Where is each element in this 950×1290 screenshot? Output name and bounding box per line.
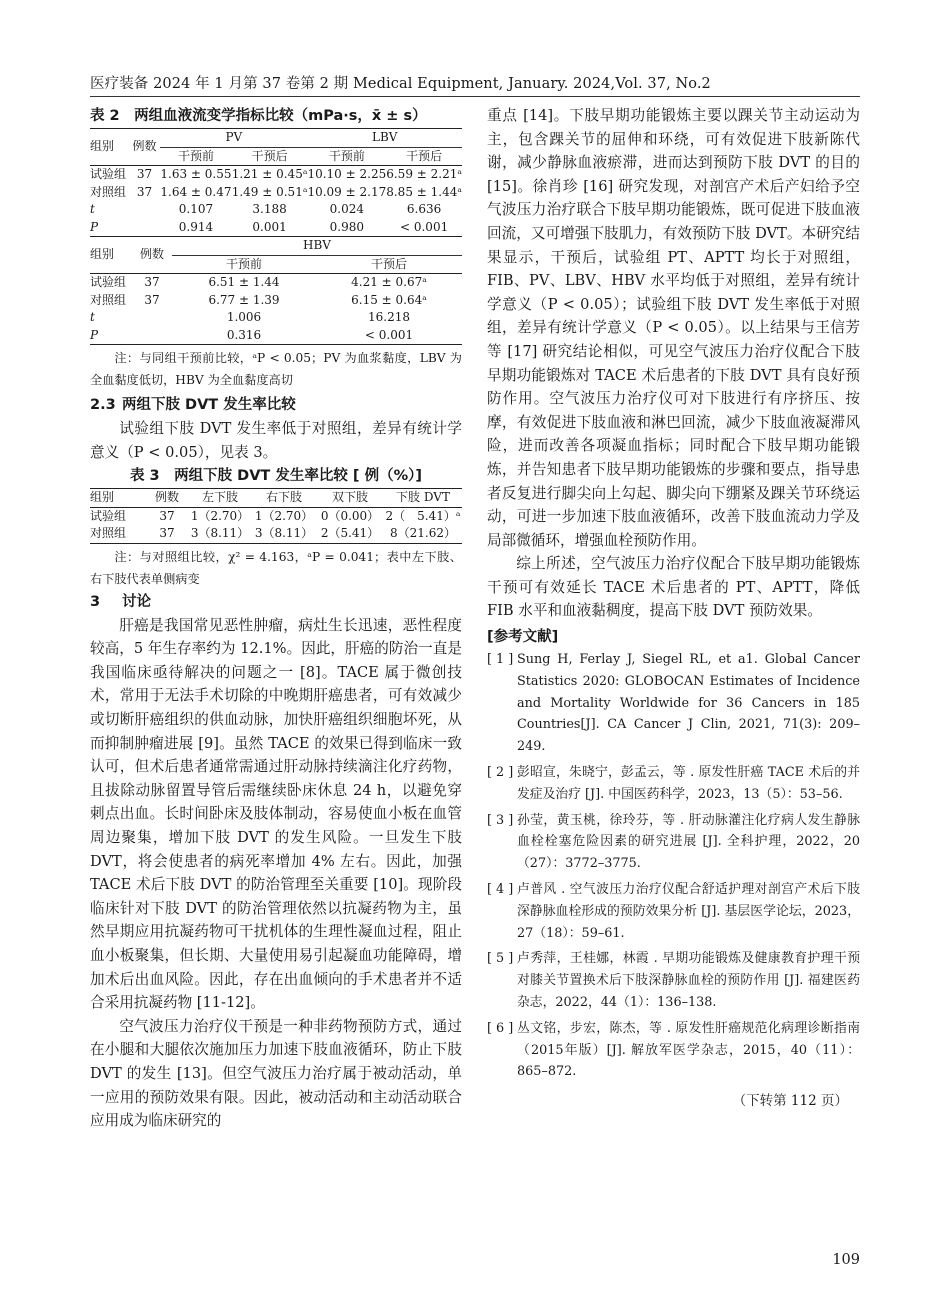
t2-h-post: 干预后 — [251, 148, 288, 163]
section-2-3-text: 试验组下肢 DVT 发生率低于对照组，差异有统计学意义（P < 0.05），见表 3。 — [90, 420, 462, 461]
right-column — [487, 104, 860, 1109]
cell: 0（0.00） — [320, 508, 380, 523]
table2-part1 — [90, 128, 462, 237]
reference-text: 卢秀萍，王桂娜，林霞 . 早期功能锻炼及健康教育护理干预对膝关节置换术后下肢深静脉血栓的预防作用 [J]. 福建医药杂志，2022，44（1）：136–138. — [517, 951, 860, 1011]
t2-h-post: 干预后 — [406, 148, 443, 163]
cell: 10.10 ± 2.25 — [307, 167, 387, 181]
cell: 0.914 — [178, 219, 214, 234]
cell — [132, 309, 172, 327]
cell: 16.218 — [368, 310, 410, 324]
reference-number: [ 5 ] — [487, 951, 514, 967]
cell: 6.15 ± 0.64ᵃ — [351, 292, 427, 307]
table-row — [90, 219, 462, 237]
reference-item — [487, 879, 860, 944]
page-number: 109 — [832, 1252, 860, 1268]
cell: 0.980 — [329, 219, 365, 234]
table-row — [90, 507, 462, 525]
cell: 37 — [159, 526, 175, 541]
t3-header: 右下肢 — [265, 490, 302, 505]
cell: 对照组 — [90, 526, 127, 541]
reference-number: [ 1 ] — [487, 652, 514, 668]
cell: 3（8.11） — [190, 526, 250, 541]
table-row — [90, 292, 462, 310]
cell: 2（ 5.41）ᵃ — [385, 508, 461, 523]
cell: < 0.001 — [364, 327, 414, 342]
cell: 37 — [144, 275, 160, 289]
cell: 1.63 ± 0.55 — [160, 167, 232, 181]
cell: 0.001 — [252, 219, 287, 234]
cell: 10.09 ± 2.17 — [307, 184, 387, 199]
reference-text: 卢普风 . 空气波压力治疗仪配合舒适护理对剖宫产术后下肢深静脉血栓形成的预防效果分析 [J]. 基层医学论坛，2023，27（18）：59–61. — [517, 882, 860, 941]
t2-h-pre: 干预前 — [177, 148, 214, 163]
continued-on-note: （下转第 112 页） — [732, 1093, 848, 1110]
cell: 对照组 — [90, 292, 127, 307]
cell: 试验组 — [90, 167, 127, 181]
table3-note: 注：与对照组比较，χ² = 4.163，ᵃP = 0.041；表中左下肢、右下肢代表单侧病变 — [90, 549, 462, 586]
reference-number: [ 3 ] — [487, 812, 514, 828]
reference-text: Sung H, Ferlay J, Siegel RL, et a1. Global Cancer Statistics 2020: GLOBOCAN Estimates of Incidence and Mortality Worldwide for 36 Cancers in 185 Countries[J]. CA Cancer J Clin, 2021, 71(3): 209–249. — [517, 652, 860, 755]
cell: 试验组 — [90, 275, 127, 289]
cell: 8（21.62） — [390, 526, 456, 541]
cell: 8.85 ± 1.44ᵃ — [386, 184, 462, 199]
section-3-heading — [90, 590, 462, 614]
cell: 6.51 ± 1.44 — [208, 275, 280, 289]
t2-h-post: 干预后 — [370, 256, 407, 271]
running-header: 医疗装备 2024 年 1 月第 37 卷第 2 期 Medical Equipment, January. 2024,Vol. 37, No.2 — [90, 76, 711, 92]
cell: 1.21 ± 0.45ᵃ — [231, 167, 308, 181]
cell: 0.316 — [226, 327, 262, 342]
t2-h-pre: 干预前 — [328, 148, 365, 163]
cell: 1.49 ± 0.51ᵃ — [231, 184, 308, 199]
reference-item — [487, 1018, 860, 1083]
reference-item — [487, 810, 860, 875]
t2-h-lbv: LBV — [307, 129, 462, 148]
reference-text: 丛文铭，步宏，陈杰，等 . 原发性肝癌规范化病理诊断指南（2015年版）[J]. 解放军医学杂志，2015，40（11）：865–872. — [517, 1020, 860, 1080]
cell: 3.188 — [252, 202, 287, 216]
reference-item — [487, 948, 860, 1013]
header-rule — [90, 96, 860, 97]
table2-caption: 表 2 两组血液流变学指标比较（mPa·s，x̄ ± s） — [90, 108, 427, 124]
cell: 6.59 ± 2.21ᵃ — [386, 167, 462, 181]
cell: t — [90, 202, 95, 216]
t3-header: 双下肢 — [331, 490, 368, 505]
table-row — [90, 327, 462, 345]
reference-number: [ 6 ] — [487, 1020, 514, 1036]
cell: 37 — [136, 167, 153, 181]
paragraph: 重点 [14]。下肢早期功能锻炼主要以踝关节主动运动为主，包含踝关节的屈伸和环绕，可有效促进下肢新陈代谢，减少静脉血液瘀滞，进而达到预防下肢 DVT 的目的 [15]。徐肖珍 [16] 研究发现，对剖宫产术后产妇给予空气波压力治疗联合下肢早期功能锻炼，既可促进下肢血液回流，又可增强下肢肌力，有效预防下肢 DVT。本研究结果显示，干预后，试验组 PT、APTT 均长于对照组，FIB、PV、LBV、HBV 水平均低于对照组，差异有统计学意义（P < 0.05）；试验组下肢 DVT 发生率低于对照组，差异有统计学意义（P < 0.05）。以上结果与王信芳等 [17] 研究结论相似，可见空气波压力治疗仪配合下肢早期功能锻炼对 TACE 术后患者的下肢 DVT 具有良好预防作用。空气波压力治疗仪可对下肢进行有序挤压、按摩，有效促进下肢血液和淋巴回流，减少下肢血液凝滞风险，进而改善各项凝血指标；同时配合下肢早期功能锻炼，并告知患者下肢早期功能锻炼的步骤和要点，指导患者反复进行脚尖向上勾起、脚尖向下绷紧及踝关节环绕运动，可进一步加速下肢血液循环，改善下肢血流动力学及局部微循环，增强血栓预防作用。 — [487, 107, 860, 549]
section-title: 两组下肢 DVT 发生率比较 — [122, 397, 296, 413]
t3-header: 例数 — [154, 490, 179, 505]
t2-h-hbv: HBV — [172, 237, 462, 255]
reference-item — [487, 762, 860, 806]
t3-header: 组别 — [90, 490, 115, 505]
cell: 4.21 ± 0.67ᵃ — [351, 275, 427, 289]
t2-h-group: 组别 — [90, 129, 129, 166]
t2-h-group: 组别 — [90, 237, 132, 274]
cell: 1.64 ± 0.47 — [160, 184, 232, 199]
cell: 试验组 — [90, 508, 127, 523]
cell: 对照组 — [90, 184, 127, 199]
cell: < 0.001 — [399, 219, 449, 234]
cell — [132, 327, 172, 345]
table2-part2 — [90, 237, 462, 345]
table-row — [90, 309, 462, 327]
cell: 0.024 — [329, 202, 365, 216]
table2-note: 注：与同组干预前比较，ᵃP < 0.05；PV 为血浆黏度，LBV 为全血黏度低切，HBV 为全血黏度高切 — [90, 351, 462, 387]
paragraph: 肝癌是我国常见恶性肿瘤，病灶生长迅速，恶性程度较高，5 年生存率约为 12.1%。因此，肝癌的防治一直是我国临床亟待解决的问题之一 [8]。TACE 属于微创技术，常用于无法手术切除的中晚期肝癌患者，可有效减少或切断肝癌组织的供血动脉，加快肝癌组织细胞坏死，从而抑制肿瘤进展 [9]。虽然 TACE 的效果已得到临床一致认可，但术后患者通常需通过肝动脉持续滴注化疗药物，且拔除动脉留置导管后需继续卧床休息 24 h，以避免穿刺点出血。长时间卧床及肢体制动，容易使血小板在血管周边聚集，增加下肢 DVT 的发生风险。一旦发生下肢 DVT，将会使患者的病死率增加 4% 左右。因此，加强 TACE 术后下肢 DVT 的防治管理至关重要 [10]。现阶段临床针对下肢 DVT 的防治管理依然以抗凝药物为主，虽然早期应用抗凝药物可干扰机体的生理性凝血过程，阻止血小板聚集，但长期、大量使用易引起凝血功能障碍，增加术后出血风险。因此，存在出血倾向的手术患者并不适合采用抗凝药物 [11-12]。 — [90, 616, 462, 1012]
section-number: 3 — [90, 593, 101, 610]
section-number: 2.3 — [90, 397, 116, 413]
cell: 0.107 — [178, 202, 214, 216]
cell: 37 — [144, 292, 160, 307]
cell — [129, 201, 160, 219]
references-heading: [参考文献] — [487, 629, 559, 646]
cell: 37 — [136, 184, 153, 199]
cell: 6.77 ± 1.39 — [208, 292, 280, 307]
t3-header: 左下肢 — [201, 490, 238, 505]
t2-h-n: 例数 — [129, 129, 160, 166]
cell: 1（2.70） — [190, 508, 250, 523]
reference-number: [ 2 ] — [487, 765, 514, 781]
reference-item — [487, 649, 860, 758]
table3-caption: 表 3 两组下肢 DVT 发生率比较 [ 例（%）] — [129, 468, 422, 485]
cell: 1（2.70） — [254, 508, 314, 523]
reference-number: [ 4 ] — [487, 882, 514, 898]
cell: 37 — [159, 508, 175, 523]
table3 — [90, 488, 462, 544]
reference-text: 孙莹，黄玉桃，徐玲芬，等 . 肝动脉灌注化疗病人发生静脉血栓栓塞危险因素的研究进展 [J]. 全科护理，2022，20（27）：3772–3775. — [517, 812, 860, 872]
cell: t — [90, 310, 95, 324]
cell — [129, 219, 160, 237]
cell: 6.636 — [406, 202, 442, 216]
cell: P — [90, 327, 99, 342]
table-row — [90, 274, 462, 292]
cell: 1.006 — [226, 310, 262, 324]
table-row — [90, 166, 462, 184]
table-row — [90, 201, 462, 219]
reference-text: 彭昭宣，朱晓宁，彭孟云，等 . 原发性肝癌 TACE 术后的并发症及治疗 [J]. 中国医药科学，2023，13（5）：53–56. — [517, 765, 860, 802]
section-title: 讨论 — [122, 593, 151, 610]
left-column — [90, 104, 462, 1133]
table-row — [90, 525, 462, 543]
t2-h-pv: PV — [160, 129, 307, 148]
cell: 3（8.11） — [254, 526, 314, 541]
t2-h-pre: 干预前 — [225, 256, 262, 271]
cell: P — [90, 219, 99, 234]
table-row — [90, 184, 462, 202]
section-2-3-heading — [90, 393, 462, 417]
paragraph: 空气波压力治疗仪干预是一种非药物预防方式，通过在小腿和大腿依次施加压力加速下肢血液循环，防止下肢 DVT 的发生 [13]。但空气波压力治疗属于被动活动，单一应用的预防效果有限。因此，被动活动和主动活动联合应用成为临床研究的 — [90, 1017, 462, 1130]
paragraph: 综上所述，空气波压力治疗仪配合下肢早期功能锻炼干预可有效延长 TACE 术后患者的 PT、APTT，降低 FIB 水平和血液黏稠度，提高下肢 DVT 预防效果。 — [487, 555, 860, 620]
t3-header: 下肢 DVT — [396, 490, 450, 505]
t2-h-n: 例数 — [132, 237, 172, 274]
cell: 2（5.41） — [320, 526, 380, 541]
